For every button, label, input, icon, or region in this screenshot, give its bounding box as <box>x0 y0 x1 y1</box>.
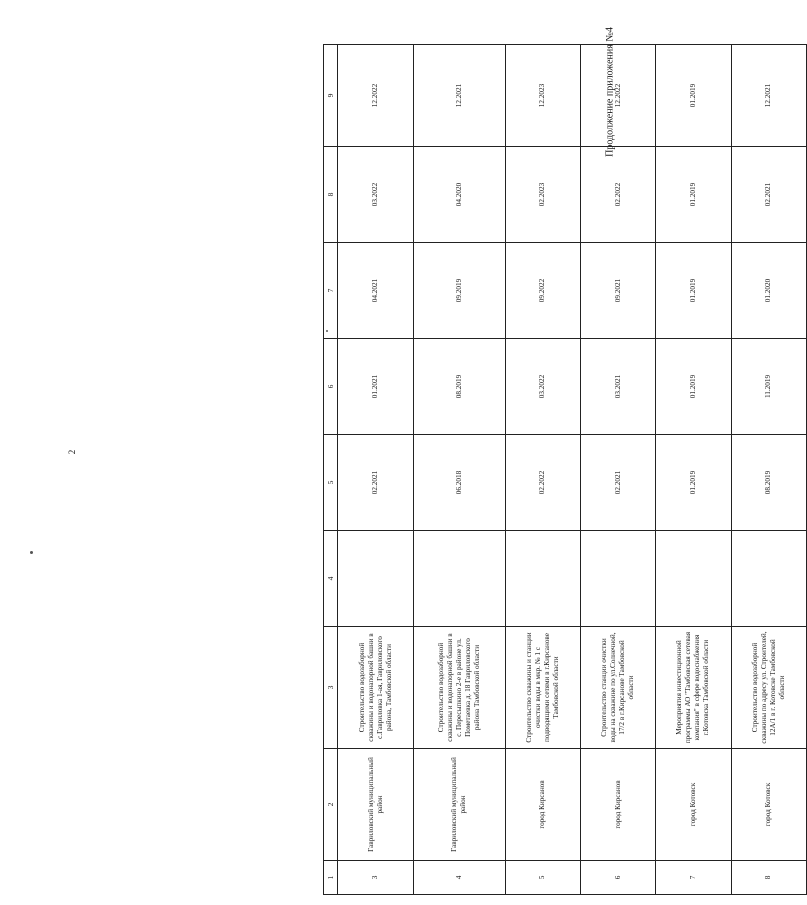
activity-cell: Строительство водозаборной скважины и водонапорной башни в с.Гавриловка 1-ая, Гавриловского района, Тамбовской области <box>338 627 413 749</box>
activity-cell: Мероприятия инвестиционной программы АО "Тамбовская сетевая компания" в сфере водоснабжения г.Котовска Тамбовской области <box>656 627 731 749</box>
date-cell: 02.2022 <box>505 435 580 531</box>
scan-speck <box>30 551 33 554</box>
empty-cell <box>656 531 731 627</box>
column-header: 3 <box>324 627 338 749</box>
date-cell: 12.2022 <box>338 45 413 147</box>
date-cell: 12.2021 <box>413 45 505 147</box>
date-cell: 09.2021 <box>580 243 655 339</box>
date-cell: 11.2019 <box>731 339 806 435</box>
date-cell: 03.2021 <box>580 339 655 435</box>
activity-cell: Строительство водозаборной скважины и водонапорной башни в с. Пересыпкино 2-е в районе ул. Пометаевка д. 18 Гавриловского района Тамбовской области <box>413 627 505 749</box>
activity-cell: Строительство водозаборной скважины по адресу ул. Строителей, 12А/1 в г. Котовске Тамбовской области <box>731 627 806 749</box>
row-number: 8 <box>731 861 806 895</box>
date-cell: 02.2021 <box>338 435 413 531</box>
table-row <box>656 45 731 895</box>
date-cell: 01.2019 <box>656 45 731 147</box>
row-number: 4 <box>413 861 505 895</box>
date-cell: 09.2022 <box>505 243 580 339</box>
row-number: 7 <box>656 861 731 895</box>
column-header: 2 <box>324 749 338 861</box>
schedule-table-container <box>323 45 807 895</box>
activity-cell: Строительство скважины и станции очистки воды в мкр. № 1 с подводящими сетями в г.Кирсанове Тамбовской области <box>505 627 580 749</box>
date-cell: 01.2019 <box>656 243 731 339</box>
table-row <box>413 45 505 895</box>
date-cell: 01.2019 <box>656 339 731 435</box>
municipality-cell: город Кирсанов <box>505 749 580 861</box>
activity-cell: Строительство станции очистки воды на скважине по ул.Солнечной, 17/2 в г.Кирсанове Тамбовской области <box>580 627 655 749</box>
date-cell: 02.2021 <box>580 435 655 531</box>
row-number: 6 <box>580 861 655 895</box>
row-number: 3 <box>338 861 413 895</box>
column-header: 6 <box>324 339 338 435</box>
column-header: 8 <box>324 147 338 243</box>
empty-cell <box>505 531 580 627</box>
date-cell: 08.2019 <box>413 339 505 435</box>
column-header: 1 <box>324 861 338 895</box>
column-header: 7 <box>324 243 338 339</box>
date-cell: 08.2019 <box>731 435 806 531</box>
column-header: 5 <box>324 435 338 531</box>
date-cell: 06.2018 <box>413 435 505 531</box>
date-cell: 01.2021 <box>338 339 413 435</box>
date-cell: 01.2019 <box>656 435 731 531</box>
empty-cell <box>580 531 655 627</box>
empty-cell <box>731 531 806 627</box>
table-row <box>731 45 806 895</box>
table-row <box>338 45 413 895</box>
column-header: 4 <box>324 531 338 627</box>
header-row <box>324 45 338 895</box>
municipality-cell: Гавриловский муниципальный район <box>338 749 413 861</box>
date-cell: 04.2020 <box>413 147 505 243</box>
date-cell: 12.2023 <box>505 45 580 147</box>
date-cell: 01.2019 <box>656 147 731 243</box>
date-cell: 12.2022 <box>580 45 655 147</box>
schedule-table <box>323 44 807 895</box>
page-number: 2 <box>67 449 77 455</box>
empty-cell <box>413 531 505 627</box>
continuation-label: Продолжение приложения №4 <box>604 27 616 157</box>
row-number: 5 <box>505 861 580 895</box>
date-cell: 02.2021 <box>731 147 806 243</box>
municipality-cell: город Котовск <box>731 749 806 861</box>
municipality-cell: город Котовск <box>656 749 731 861</box>
date-cell: 09.2019 <box>413 243 505 339</box>
date-cell: 01.2020 <box>731 243 806 339</box>
table-row <box>580 45 655 895</box>
date-cell: 03.2022 <box>505 339 580 435</box>
date-cell: 02.2022 <box>580 147 655 243</box>
table-row <box>505 45 580 895</box>
date-cell: 04.2021 <box>338 243 413 339</box>
date-cell: 12.2021 <box>731 45 806 147</box>
column-header: 9 <box>324 45 338 147</box>
date-cell: 02.2023 <box>505 147 580 243</box>
empty-cell <box>338 531 413 627</box>
municipality-cell: город Кирсанов <box>580 749 655 861</box>
date-cell: 03.2022 <box>338 147 413 243</box>
municipality-cell: Гавриловский муниципальный район <box>413 749 505 861</box>
